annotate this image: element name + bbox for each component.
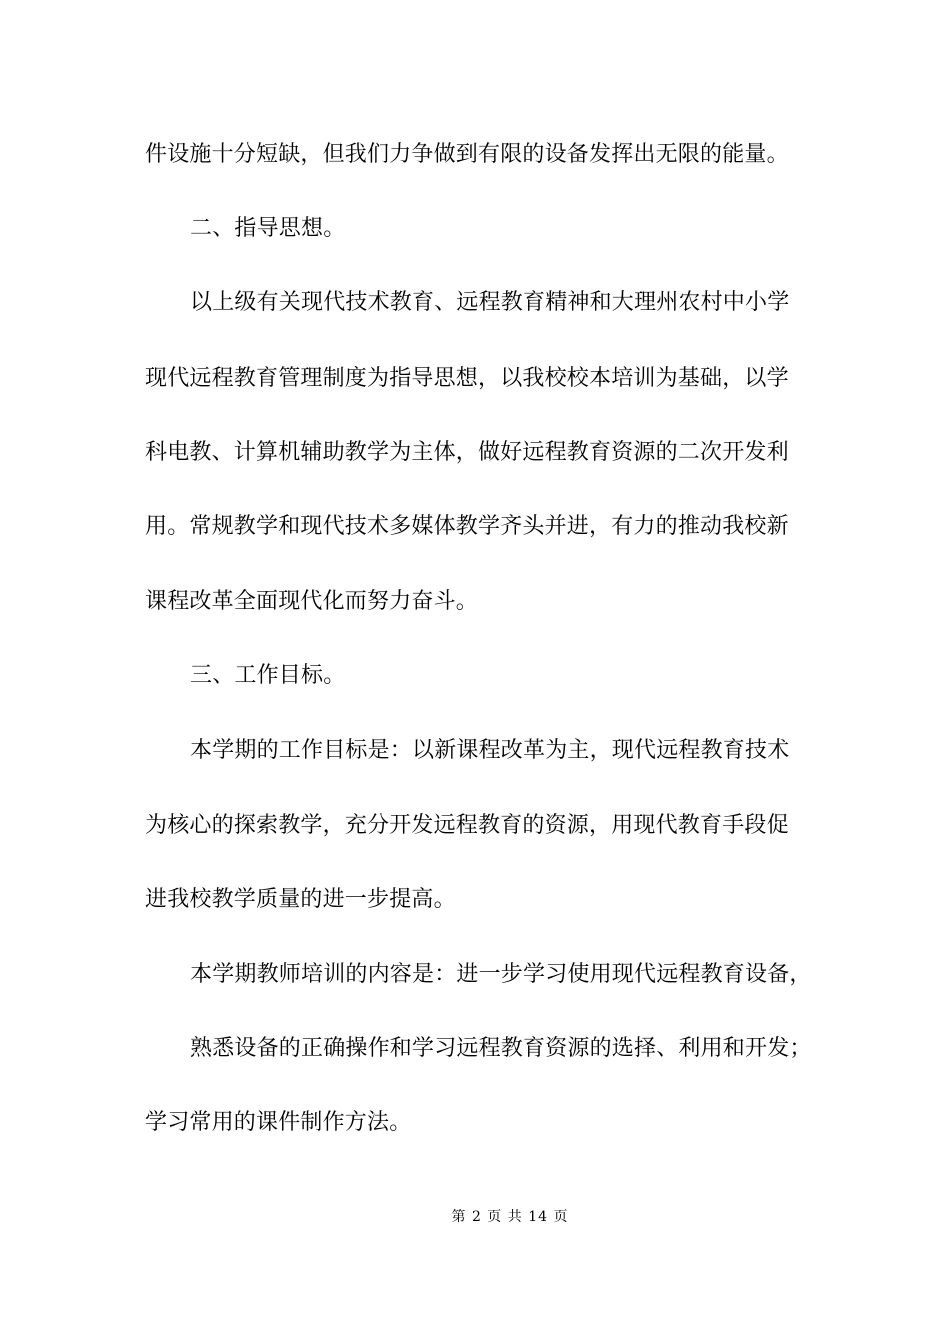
section-heading: 二、指导思想。 (190, 216, 346, 241)
paragraph-line: 现代远程教育管理制度为指导思想，以我校校本培训为基础，以学 (145, 366, 789, 391)
paragraph-line: 为核心的探索教学，充分开发远程教育的资源，用现代教育手段促 (145, 813, 789, 838)
paragraph-line: 进我校教学质量的进一步提高。 (145, 887, 456, 912)
paragraph-line: 课程改革全面现代化而努力奋斗。 (145, 589, 479, 614)
paragraph-line: 熟悉设备的正确操作和学习远程教育资源的选择、利用和开发； (190, 1036, 812, 1061)
section-heading: 三、工作目标。 (190, 663, 346, 688)
paragraph-line: 件设施十分短缺，但我们力争做到有限的设备发挥出无限的能量。 (145, 142, 789, 167)
paragraph-line: 学习常用的课件制作方法。 (145, 1110, 412, 1135)
paragraph-line: 用。常规教学和现代技术多媒体教学齐头并进，有力的推动我校新 (145, 514, 789, 539)
paragraph-line: 以上级有关现代技术教育、远程教育精神和大理州农村中小学 (190, 290, 790, 315)
paragraph-line: 科电教、计算机辅助教学为主体，做好远程教育资源的二次开发利 (145, 440, 789, 465)
paragraph-line: 本学期的工作目标是：以新课程改革为主，现代远程教育技术 (190, 738, 790, 763)
page-number-footer: 第 2 页 共 14 页 (451, 1209, 569, 1225)
paragraph-line: 本学期教师培训的内容是：进一步学习使用现代远程教育设备， (190, 962, 812, 987)
